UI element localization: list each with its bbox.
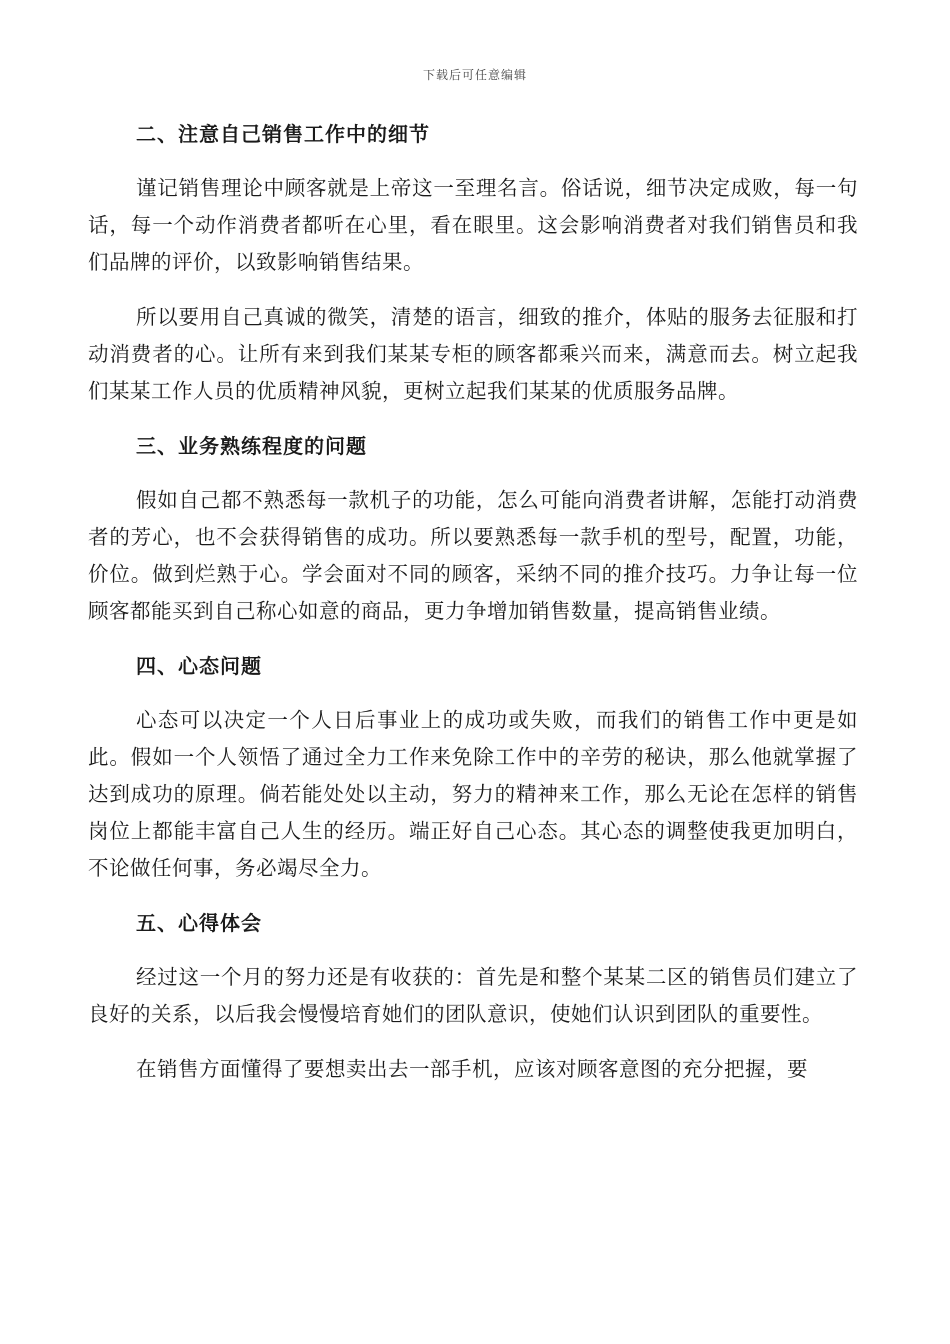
section-heading-5: 五、心得体会 xyxy=(136,911,262,935)
section-heading-2: 二、注意自己销售工作中的细节 xyxy=(136,122,430,146)
document-body xyxy=(88,114,858,1088)
section-heading-3: 三、业务熟练程度的问题 xyxy=(136,434,367,458)
paragraph: 假如自己都不熟悉每一款机子的功能，怎么可能向消费者讲解，怎能打动消费者的芳心，也不会获得销售的成功。所以要熟悉每一款手机的型号，配置，功能，价位。做到烂熟于心。学会面对不同的顾客，采纳不同的推介技巧。力争让每一位顾客都能买到自己称心如意的商品，更力争增加销售数量，提高销售业绩。 xyxy=(88,488,858,623)
paragraph: 心态可以决定一个人日后事业上的成功或失败，而我们的销售工作中更是如此。假如一个人领悟了通过全力工作来免除工作中的辛劳的秘诀，那么他就掌握了达到成功的原理。倘若能处处以主动，努力的精神来工作，那么无论在怎样的销售岗位上都能丰富自己人生的经历。端正好自己心态。其心态的调整使我更加明白，不论做任何事，务必竭尽全力。 xyxy=(88,708,858,880)
section-heading-4: 四、心态问题 xyxy=(136,654,262,678)
paragraph: 经过这一个月的努力还是有收获的：首先是和整个某某二区的销售员们建立了良好的关系，以后我会慢慢培育她们的团队意识，使她们认识到团队的重要性。 xyxy=(88,965,858,1026)
paragraph: 谨记销售理论中顾客就是上帝这一至理名言。俗话说，细节决定成败，每一句话，每一个动作消费者都听在心里，看在眼里。这会影响消费者对我们销售员和我们品牌的评价，以致影响销售结果。 xyxy=(88,176,858,274)
paragraph: 所以要用自己真诚的微笑，清楚的语言，细致的推介，体贴的服务去征服和打动消费者的心。让所有来到我们某某专柜的顾客都乘兴而来，满意而去。树立起我们某某工作人员的优质精神风貌，更树立起我们某某的优质服务品牌。 xyxy=(88,305,858,403)
header-note: 下载后可任意编辑 xyxy=(422,68,527,82)
paragraph: 在销售方面懂得了要想卖出去一部手机，应该对顾客意图的充分把握，要 xyxy=(136,1057,808,1081)
